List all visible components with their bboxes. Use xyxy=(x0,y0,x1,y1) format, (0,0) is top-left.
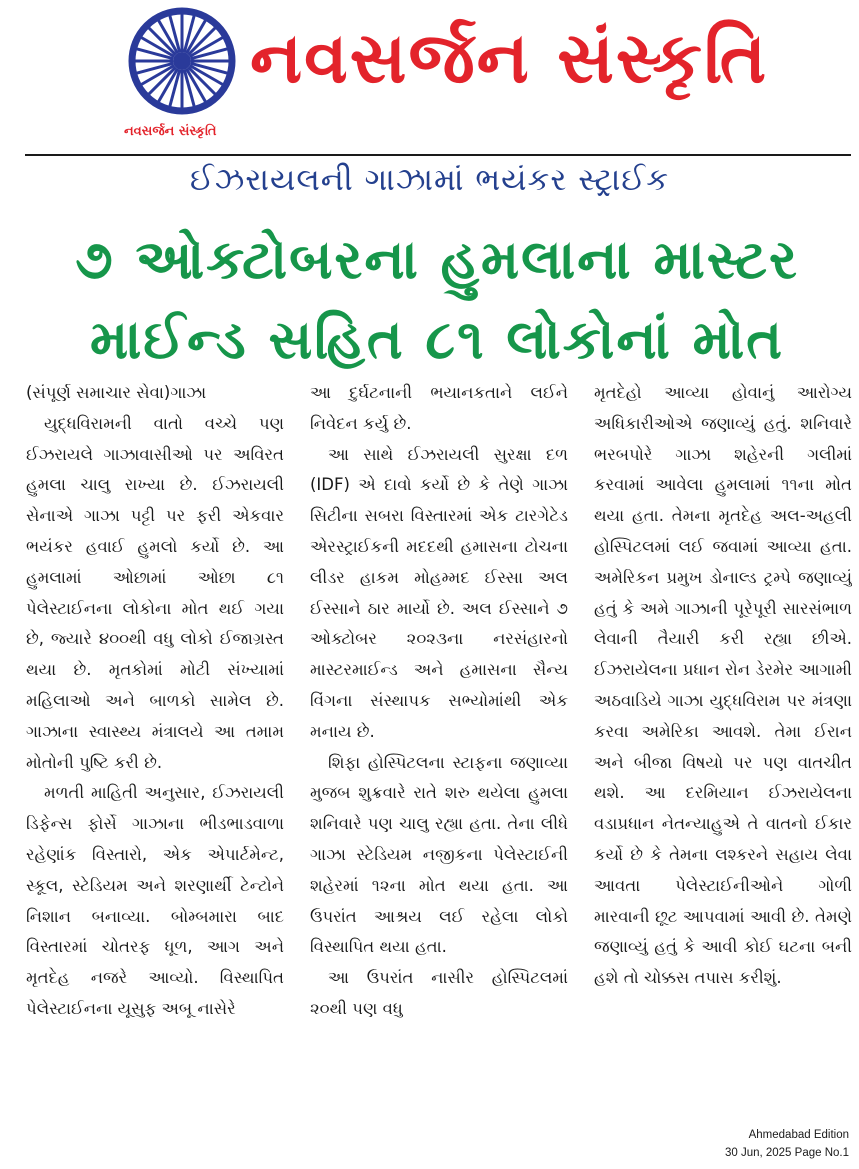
brand-title: નવસર્જન સંસ્કૃતિ xyxy=(250,17,769,99)
article-kicker: ઈઝરાયલની ગાઝામાં ભયંકર સ્ટ્રાઈક xyxy=(189,162,670,198)
masthead xyxy=(0,0,859,150)
edition-name: Ahmedabad Edition xyxy=(748,1129,849,1141)
article-column-1 xyxy=(26,378,284,1102)
paragraph: આ દુર્ઘટનાની ભયાનકતાને લઈને નિવેદન કર્યુ છે. xyxy=(310,383,568,433)
paragraph: આ ઉપરાંત નાસીર હોસ્પિટલમાં ૨૦થી પણ વધુ xyxy=(310,968,568,1018)
article-headline xyxy=(22,220,852,380)
paragraph: આ સાથે ઈઝરાયલી સુરક્ષા દળ (IDF) એ દાવો કર્યો છે કે તેણે ગાઝા સિટીના સબરા વિસ્તારમાં એક ટારગેટેડ એરસ્ટ્રાઈકની મદદથી હમાસના ટોચના લીડર હાકમ મોહમ્મદ ઈસ્સા અલ ઈસ્સાને ઠાર માર્યો છે. અલ ઈસ્સાને ૭ ઓક્ટોબર ૨૦૨૩ના નરસંહારનો માસ્ટરમાઈન્ડ અને હમાસના સૈન્ય વિંગના સંસ્થાપક સભ્યોમાંથી એક મનાય છે. xyxy=(310,444,568,741)
paragraph: મૃતદેહો આવ્યા હોવાનું આરોગ્ય અધિકારીઓએ જણાવ્યું હતું. શનિવારે ભરબપોરે ગાઝા શહેરની ગલીમાં કરવામાં આવેલા હુમલામાં ૧૧ના મોત થયા હતા. તેમના મૃતદેહ અલ-અહલી હોસ્પિટલમાં લઈ જવામાં આવ્યા હતા. અમેરિકન પ્રમુખ ડોનાલ્ડ ટ્રમ્પે જણાવ્યું હતું કે અમે ગાઝાની પૂરેપૂરી સારસંભાળ લેવાની તૈયારી કરી રહ્યા છીએ. ઈઝરાયેલના પ્રધાન રોન ડેરમેર આગામી અઠવાડિયે ગાઝા યુદ્ધવિરામ પર મંત્રણા કરવા અમેરિકા આવશે. તેમા ઈરાન અને બીજા વિષયો પર પણ વાતચીત થશે. આ દરમિયાન ઈઝરાયેલના વડાપ્રધાન નેતન્યાહુએ તે વાતનો ઈકાર કર્યો છે કે તેમના લશ્કરને સહાય લેવા આવતા પેલેસ્ટાઈનીઓને ગોળી મારવાની છૂટ આપવામાં આવી છે. તેમણે જણાવ્યું હતું કે આવી કોઈ ઘટના બની હશે તો ચોક્કસ તપાસ કરીશું. xyxy=(594,383,852,988)
article-column-2 xyxy=(310,378,568,1102)
ashoka-chakra-icon xyxy=(126,5,238,117)
logo-caption: નવસર્જન સંસ્કૃતિ xyxy=(124,124,217,139)
paragraph: શિફા હોસ્પિટલના સ્ટાફના જણાવ્યા મુજબ શુક્રવારે રાતે શરુ થયેલા હુમલા શનિવારે પણ ચાલુ રહ્યા હતા. તેના લીધે ગાઝા સ્ટેડિયમ નજીકના પેલેસ્ટાઈની શહેરમાં ૧૨ના મોત થયા હતા. આ ઉપરાંત આશ્રય લઈ રહેલા લોકો વિસ્થાપિત થયા હતા. xyxy=(310,752,568,957)
article-column-3 xyxy=(594,378,852,1102)
paragraph: યુદ્ધવિરામની વાતો વચ્ચે પણ ઈઝરાયલે ગાઝાવાસીઓ પર અવિરત હુમલા ચાલુ રાખ્યા છે. ઈઝરાયલી સેનાએ ગાઝા પટ્ટી પર ફરી એકવાર ભયંકર હવાઈ હુમલો કર્યો છે. આ હુમલામાં ઓછામાં ઓછા ૮૧ પેલેસ્ટાઈનના લોકોના મોત થઈ ગયા છે, જ્યારે ૪૦૦થી વધુ લોકો ઈજાગ્રસ્ત થયા છે. મૃતકોમાં મોટી સંખ્યામાં મહિલાઓ અને બાળકો સામેલ છે. ગાઝાના સ્વાસ્થ્ય મંત્રાલયે આ તમામ મોતોની પુષ્ટિ કરી છે. xyxy=(26,413,284,772)
dateline: (સંપૂર્ણ સમાચાર સેવા)ગાઝા xyxy=(26,383,207,402)
header-divider xyxy=(25,154,851,156)
paragraph: મળતી માહિતી અનુસાર, ઈઝરાયલી ડિફેન્સ ફોર્સે ગાઝાના ભીડભાડવાળા રહેણાંક વિસ્તારો, એક એપાર્ટમેન્ટ, સ્કૂલ, સ્ટેડિયમ અને શરણાર્થી ટેન્ટોને નિશાન બનાવ્યા. બોમ્બમારા બાદ વિસ્તારમાં ચોતરફ ધૂળ, આગ અને મૃતદેહ નજરે આવ્યો. વિસ્થાપિત પેલેસ્ટાઈનના યૂસુફ અબૂ નાસેરે xyxy=(26,783,284,1018)
headline-line-1: ૭ ઓક્ટોબરના હુમલાના માસ્ટર xyxy=(75,228,799,291)
headline-line-2: માઈન્ડ સહિત ૮૧ લોકોનાં મોત xyxy=(89,308,785,371)
edition-date-page: 30 Jun, 2025 Page No.1 xyxy=(724,1147,849,1159)
edition-info xyxy=(725,1126,849,1162)
article-body xyxy=(26,378,852,1102)
